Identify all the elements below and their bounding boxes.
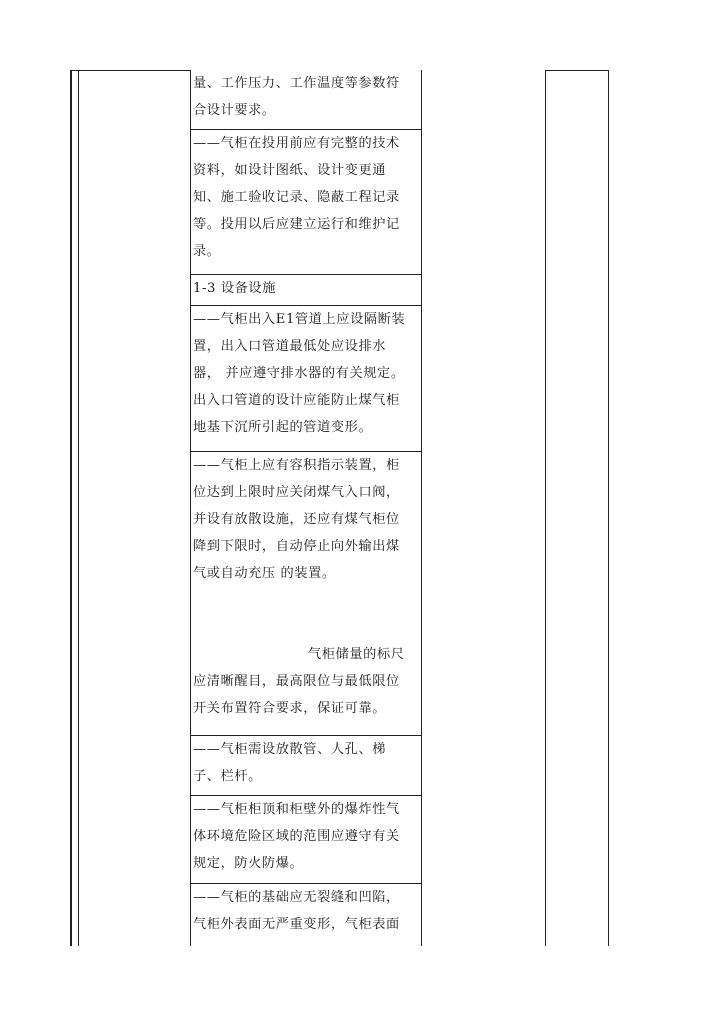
- table-cell: [191, 70, 421, 130]
- left-column: [70, 70, 190, 946]
- cell-line: 合设计要求。: [193, 103, 276, 118]
- cell-line: 资料，如设计图纸、设计变更通: [193, 163, 387, 178]
- table-cell: [191, 796, 421, 884]
- section-heading-cell: [191, 275, 421, 306]
- cell-line: 规定，防火防爆。: [193, 856, 304, 871]
- cell-line: 子、栏杆。: [193, 769, 262, 784]
- cell-line: ——气柜上应有容积指示装置，柜: [193, 458, 400, 473]
- cell-line: 气柜外表面无严重变形，气柜表面: [193, 917, 400, 932]
- cell-line: [193, 587, 421, 614]
- left-column-inner-rule: [78, 71, 79, 946]
- cell-line: 并设有放散设施，还应有煤气柜位: [193, 512, 400, 527]
- cell-line: 置，出入口管道最低处应设排水: [193, 339, 387, 354]
- cell-line: 应清晰醒目，最高限位与最低限位: [193, 674, 400, 689]
- right-column: [545, 70, 609, 946]
- cell-line: 位达到上限时应关闭煤气入口阀，: [193, 485, 400, 500]
- cell-line: 等。投用以后应建立运行和维护记: [193, 217, 400, 232]
- cell-line: ——气柜出入E1管道上应设隔断装: [193, 312, 406, 327]
- cell-line: 量、工作压力、工作温度等参数符: [193, 76, 400, 91]
- cell-line: 出入口管道的设计应能防止煤气柜: [193, 393, 400, 408]
- cell-line: [193, 614, 421, 641]
- cell-line: ——气柜在投用前应有完整的技术: [193, 136, 400, 151]
- cell-line: 地基下沉所引起的管道变形。: [193, 420, 373, 435]
- cell-line: 录。: [193, 244, 221, 259]
- table-cell: [191, 130, 421, 275]
- cell-line: 气柜储量的标尺: [193, 647, 405, 662]
- cell-line: 气或自动充压 的装置。: [193, 566, 336, 581]
- cell-line: ——气柜柜顶和柜壁外的爆炸性气: [193, 802, 400, 817]
- section-heading: 1-3 设备设施: [193, 281, 276, 296]
- content-column: [190, 70, 422, 946]
- cell-line: 器， 并应遵守排水器的有关规定。: [193, 366, 405, 381]
- cell-line: 开关布置符合要求，保证可靠。: [193, 701, 387, 716]
- cell-line: 体环境危险区域的范围应遵守有关: [193, 829, 400, 844]
- table-cell: [191, 452, 421, 736]
- table-cell: [191, 736, 421, 796]
- cell-line: 知、施工验收记录、隐蔽工程记录: [193, 190, 400, 205]
- cell-line: 降到下限时，自动停止向外输出煤: [193, 539, 400, 554]
- cell-line: ——气柜需设放散管、人孔、梯: [193, 742, 387, 757]
- table-cell: [191, 884, 421, 946]
- cell-line: ——气柜的基础应无裂缝和凹陷，: [193, 890, 400, 905]
- table-cell: [191, 306, 421, 452]
